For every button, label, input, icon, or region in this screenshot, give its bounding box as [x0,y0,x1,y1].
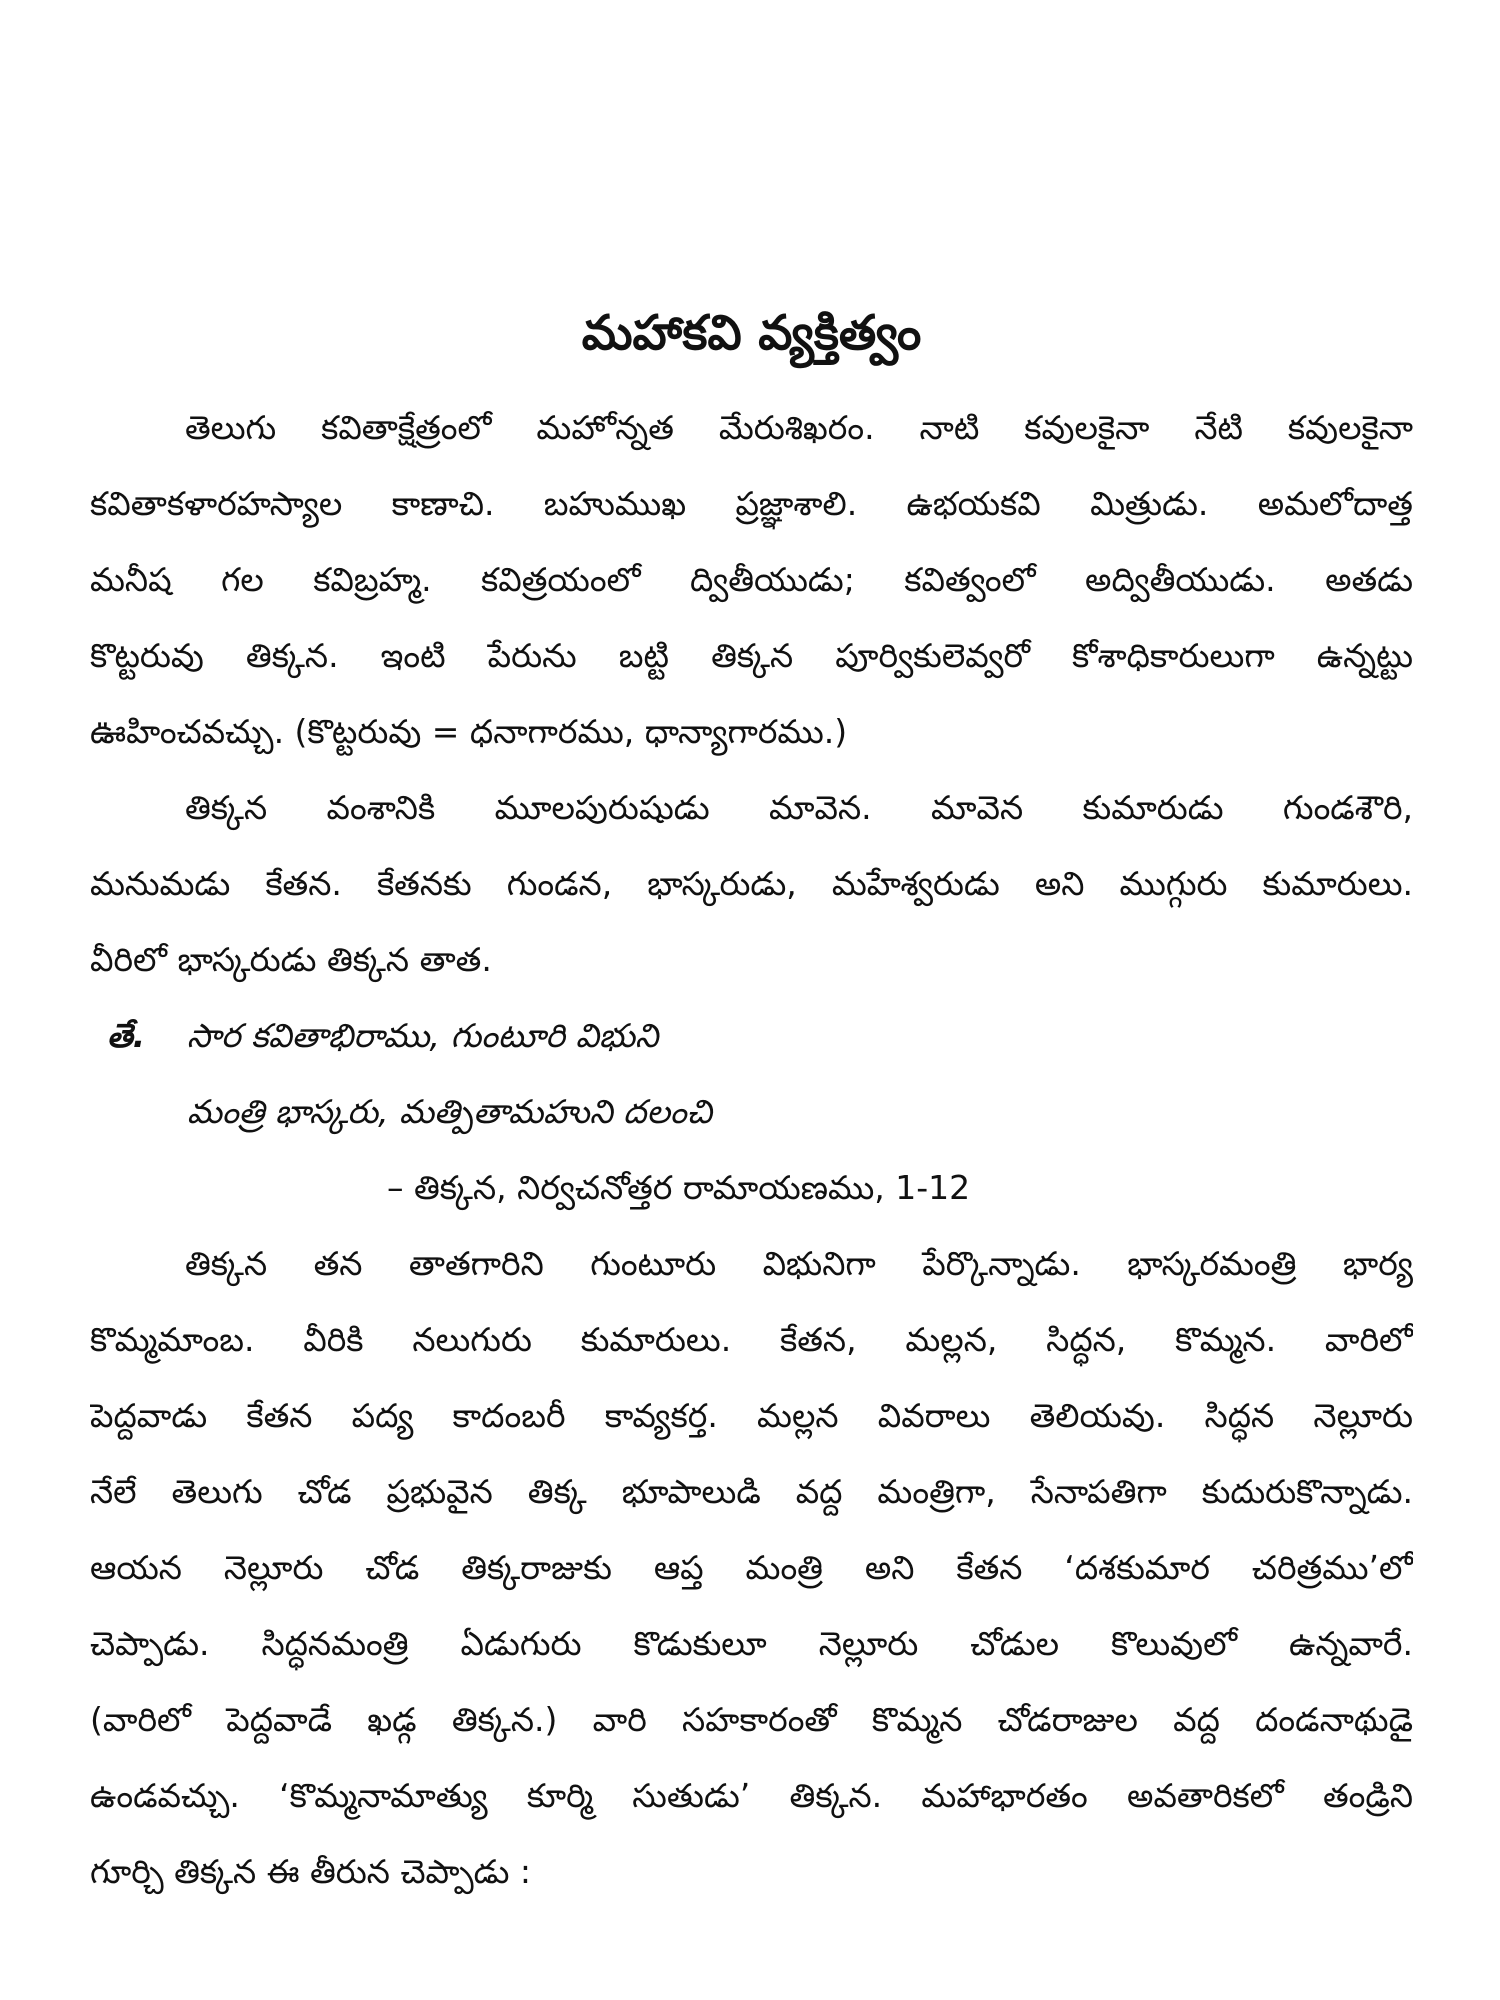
verse-quotation [90,998,1413,1226]
paragraph-3-line-4: నేలే తెలుగు చోడ ప్రభువైన తిక్క భూపాలుడి వద్ద మంత్రిగా, సేనాపతిగా కుదురుకొన్నాడు. [90,1472,1413,1511]
verse-meter-label: తే. [107,1016,146,1055]
paragraph-1-line-5: ఊహించవచ్చు. (కొట్టరువు = ధనాగారము, ధాన్యాగారము.) [90,712,848,751]
paragraph-3-line-5: ఆయన నెల్లూరు చోడ తిక్కరాజుకు ఆప్త మంత్రి అని కేతన ‘దశకుమార చరిత్రము’లో [90,1548,1413,1587]
page-body [90,295,1413,1910]
paragraph-1 [90,390,1413,770]
paragraph-3-line-9: గూర్చి తిక్కన ఈ తీరున చెప్పాడు : [90,1852,532,1891]
paragraph-3-line-3: పెద్దవాడు కేతన పద్య కాదంబరీ కావ్యకర్త. మల్లన వివరాలు తెలియవు. సిద్ధన నెల్లూరు [90,1396,1413,1435]
paragraph-1-line-4: కొట్టరువు తిక్కన. ఇంటి పేరును బట్టి తిక్కన పూర్వికులెవ్వరో కోశాధికారులుగా ఉన్నట్టు [90,636,1413,675]
paragraph-3-line-1: తిక్కన తన తాతగారిని గుంటూరు విభునిగా పేర్కొన్నాడు. భాస్కరమంత్రి భార్య [185,1244,1413,1283]
verse-line-1 [90,998,1413,1074]
paragraph-1-line-2: కవితాకళారహస్యాల కాణాచి. బహుముఖ ప్రజ్ఞాశాలి. ఉభయకవి మిత్రుడు. అమలోదాత్త [90,484,1413,523]
page-title: మహాకవి వ్యక్తిత్వం [581,305,922,361]
paragraph-2-line-2: మనుమడు కేతన. కేతనకు గుండన, భాస్కరుడు, మహేశ్వరుడు అని ముగ్గురు కుమారులు. [90,864,1413,903]
paragraph-1-line-3: మనీష గల కవిబ్రహ్మ. కవిత్రయంలో ద్వితీయుడు; కవిత్వంలో అద్వితీయుడు. అతడు [90,560,1413,599]
paragraph-2-line-1: తిక్కన వంశానికి మూలపురుషుడు మావెన. మావెన కుమారుడు గుండశౌరి, [185,788,1413,827]
paragraph-2 [90,770,1413,998]
paragraph-3-line-8: ఉండవచ్చు. ‘కొమ్మనామాత్యు కూర్మి సుతుడు’ తిక్కన. మహాభారతం అవతారికలో తండ్రిని [90,1776,1413,1815]
paragraph-3-line-7: (వారిలో పెద్దవాడే ఖడ్గ తిక్కన.) వారి సహకారంతో కొమ్మన చోడరాజుల వద్ద దండనాథుడై [90,1700,1413,1739]
verse-line-2: మంత్రి భాస్కరు, మత్పితామహుని దలంచి [187,1092,712,1131]
paragraph-2-line-3: వీరిలో భాస్కరుడు తిక్కన తాత. [90,940,492,979]
verse-citation: – తిక్కన, నిర్వచనోత్తర రామాయణము, 1-12 [387,1168,971,1207]
verse-line-1-text: సార కవితాభిరాము, గుంటూరి విభుని [187,1016,659,1055]
paragraph-3 [90,1226,1413,1910]
paragraph-3-line-6: చెప్పాడు. సిద్ధనమంత్రి ఏడుగురు కొడుకులూ నెల్లూరు చోడుల కొలువులో ఉన్నవారే. [90,1624,1413,1663]
paragraph-1-line-1: తెలుగు కవితాక్షేత్రంలో మహోన్నత మేరుశిఖరం. నాటి కవులకైనా నేటి కవులకైనా [185,408,1413,447]
paragraph-3-line-2: కొమ్మమాంబ. వీరికి నలుగురు కుమారులు. కేతన, మల్లన, సిద్ధన, కొమ్మన. వారిలో [90,1320,1413,1359]
